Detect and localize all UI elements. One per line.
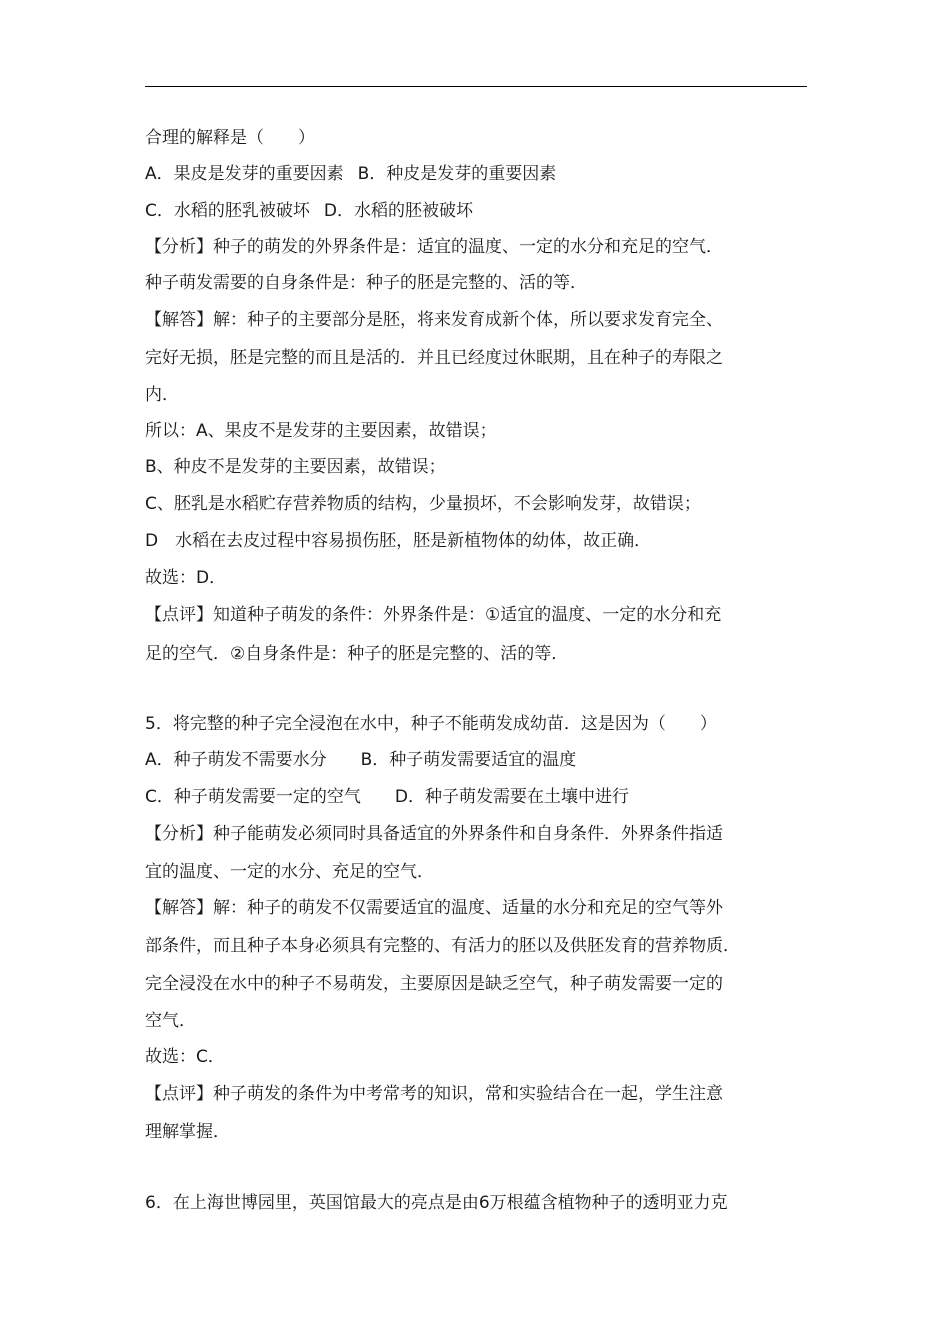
q5-option-c: C．种子萌发需要一定的空气 xyxy=(145,787,361,807)
q4-answer-line-7: D 水稻在去皮过程中容易损伤胚，胚是新植物体的幼体，故正确． xyxy=(145,531,652,551)
q5-choice: 故选：C． xyxy=(145,1047,225,1067)
q4-choice: 故选：D． xyxy=(145,568,227,588)
q5-options-row-1 xyxy=(145,749,576,771)
q4-answer-line-2: 完好无损，胚是完整的而且是活的．并且已经度过休眠期，且在种子的寿限之 xyxy=(145,348,723,368)
q4-option-a: A．果皮是发芽的重要因素 xyxy=(145,164,344,184)
q5-analysis-line-2: 宜的温度、一定的水分、充足的空气． xyxy=(145,862,434,882)
q4-options-row-1 xyxy=(145,163,556,185)
q5-answer-line-3: 完全浸没在水中的种子不易萌发，主要原因是缺乏空气，种子萌发需要一定的 xyxy=(145,974,723,994)
q4-stem-tail: 合理的解释是（ ） xyxy=(145,128,315,148)
q4-options-row-2 xyxy=(145,200,473,222)
header-rule xyxy=(145,86,807,87)
q5-answer-line-1: 【解答】解：种子的萌发不仅需要适宜的温度、适量的水分和充足的空气等外 xyxy=(145,898,723,918)
q4-analysis-line-1: 【分析】种子的萌发的外界条件是：适宜的温度、一定的水分和充足的空气． xyxy=(145,237,723,257)
q4-answer-line-6: C、胚乳是水稻贮存营养物质的结构，少量损坏，不会影响发芽，故错误； xyxy=(145,494,701,514)
q5-comment-line-1: 【点评】种子萌发的条件为中考常考的知识，常和实验结合在一起，学生注意 xyxy=(145,1084,723,1104)
q5-analysis-line-1: 【分析】种子能萌发必须同时具备适宜的外界条件和自身条件．外界条件指适 xyxy=(145,824,723,844)
q4-answer-line-4: 所以：A、果皮不是发芽的主要因素，故错误； xyxy=(145,421,497,441)
q4-answer-line-3: 内． xyxy=(145,385,179,405)
q4-option-d: D．水稻的胚被破坏 xyxy=(323,201,473,221)
q5-option-b: B．种子萌发需要适宜的温度 xyxy=(360,750,577,770)
q4-comment-line-1: 【点评】知道种子萌发的条件：外界条件是：①适宜的温度、一定的水分和充 xyxy=(145,605,722,625)
q5-answer-line-2: 部条件，而且种子本身必须具有完整的、有活力的胚以及供胚发育的营养物质． xyxy=(145,936,740,956)
q4-option-b: B．种皮是发芽的重要因素 xyxy=(357,164,557,184)
q5-comment-line-2: 理解掌握． xyxy=(145,1122,230,1142)
q5-answer-line-4: 空气． xyxy=(145,1011,196,1031)
q4-answer-line-1: 【解答】解：种子的主要部分是胚，将来发育成新个体，所以要求发育完全、 xyxy=(145,310,723,330)
q4-option-c: C．水稻的胚乳被破坏 xyxy=(145,201,310,221)
q4-analysis-line-2: 种子萌发需要的自身条件是：种子的胚是完整的、活的等． xyxy=(145,273,587,293)
q4-answer-line-5: B、种皮不是发芽的主要因素，故错误； xyxy=(145,457,446,477)
q5-option-d: D．种子萌发需要在土壤中进行 xyxy=(394,787,629,807)
q5-options-row-2 xyxy=(145,786,629,808)
q4-comment-line-2: 足的空气．②自身条件是：种子的胚是完整的、活的等． xyxy=(145,644,569,664)
q5-option-a: A．种子萌发不需要水分 xyxy=(145,750,327,770)
q6-stem: 6．在上海世博园里，英国馆最大的亮点是由6万根蕴含植物种子的透明亚力克 xyxy=(145,1193,728,1213)
q5-stem: 5．将完整的种子完全浸泡在水中，种子不能萌发成幼苗．这是因为（ ） xyxy=(145,714,717,734)
